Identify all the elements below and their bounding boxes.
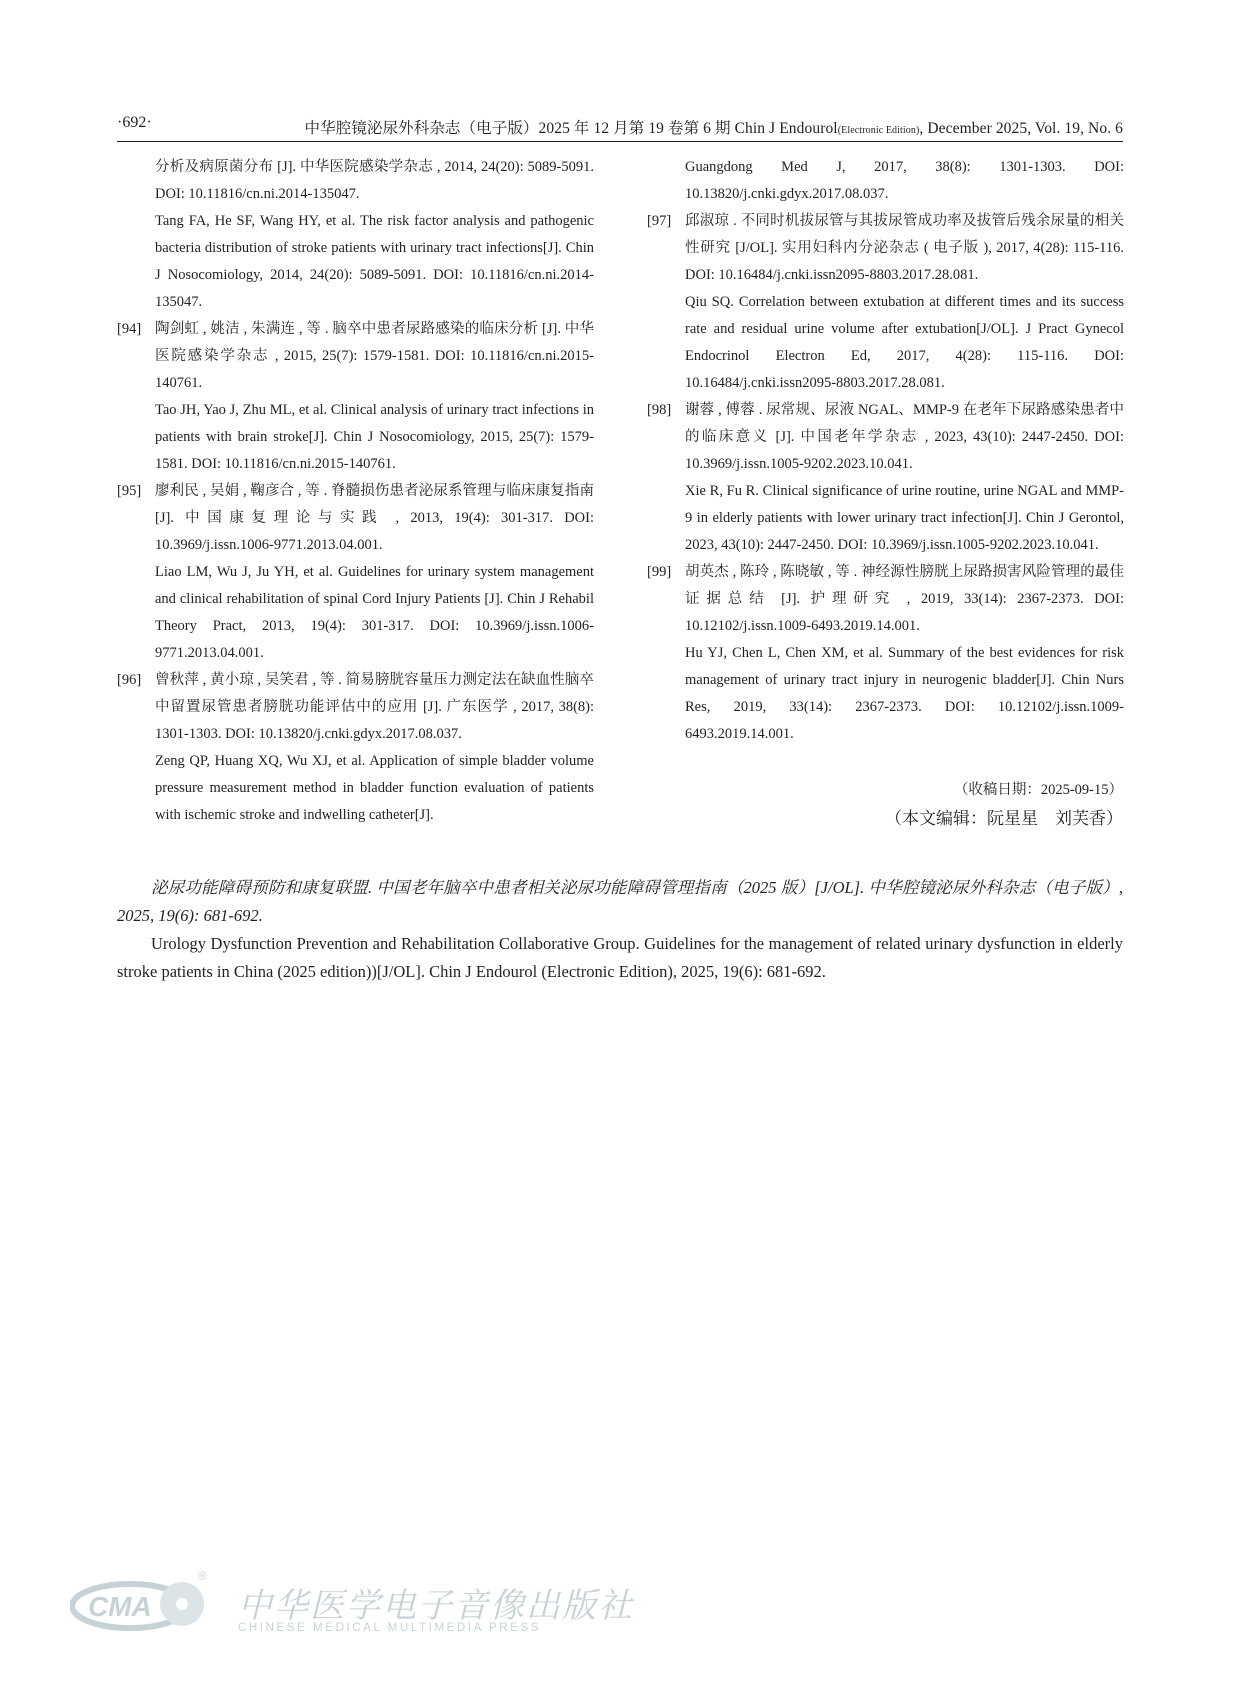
publisher-logo — [70, 1566, 210, 1638]
issue-en: , December 2025, Vol. 19, No. 6 — [919, 120, 1123, 137]
reference-text-cn: 胡英杰 , 陈玲 , 陈晓敏 , 等 . 神经源性膀胱上尿路损害风险管理的最佳证据总结 [J]. 护理研究 , 2019, 33(14): 2367-2373. DOI: 10.12102/j.issn.1009-6493.2019.14.001. — [685, 564, 1124, 634]
reference-text-en: Guangdong Med J, 2017, 38(8): 1301-1303. DOI: 10.13820/j.cnki.gdyx.2017.08.037. — [685, 159, 1124, 202]
reference-number: [96] — [117, 672, 142, 688]
received-date: （收稿日期：2025-09-15） — [953, 782, 1123, 798]
header-rule — [117, 141, 1123, 142]
journal-en-edition: (Electronic Edition) — [837, 125, 920, 136]
reference-text-cn: 曾秋萍 , 黄小琼 , 吴笑君 , 等 . 简易膀胱容量压力测定法在缺血性脑卒中留置尿管患者膀胱功能评估中的应用 [J]. 广东医学 , 2017, 38(8): 1301-1303. DOI: 10.13820/j.cnki.gdyx.2017.08.037. — [155, 672, 594, 742]
reference-text-en: Tao JH, Yao J, Zhu ML, et al. Clinical analysis of urinary tract infections in patients with brain stroke[J]. Chin J Nosocomiology, 2015, 25(7): 1579-1581. DOI: 10.11816/cn.ni.2015-140761. — [155, 402, 594, 472]
reference-number: [99] — [647, 564, 672, 580]
reference-entry — [647, 397, 1124, 559]
publisher-name-en: CHINESE MEDICAL MULTIMEDIA PRESS — [238, 1622, 542, 1634]
journal-cn: 中华腔镜泌尿外科杂志（电子版）2025 年 12 月第 19 卷第 6 期 — [304, 120, 731, 137]
citation-en: Urology Dysfunction Prevention and Rehabilitation Collaborative Group. Guidelines for the management of related urinary dysfunction in elderly stroke patients in China (2025 edition))[J/OL]. Chin J Endourol (Electronic Edition), 2025, 19(6): 681-692. — [117, 934, 1123, 981]
reference-number: [95] — [117, 483, 142, 499]
citation-cn: 泌尿功能障碍预防和康复联盟. 中国老年脑卒中患者相关泌尿功能障碍管理指南（2025 版）[J/OL]. 中华腔镜泌尿外科杂志（电子版）, 2025, 19(6): 681-692. — [117, 878, 1123, 925]
publisher-name-cn: 中华医学电子音像出版社 — [238, 1588, 634, 1625]
reference-number: [94] — [117, 321, 142, 337]
reference-number: [97] — [647, 213, 672, 229]
registered-mark: ® — [198, 1569, 207, 1583]
reference-text-en: Liao LM, Wu J, Ju YH, et al. Guidelines for urinary system management and clinical rehabilitation of spinal Cord Injury Patients [J]. Chin J Rehabil Theory Pract, 2013, 19(4): 301-317. DOI: 10.3969/j.issn.1006-9771.2013.04.001. — [155, 564, 594, 661]
reference-text-en: Tang FA, He SF, Wang HY, et al. The risk factor analysis and pathogenic bacteria distribution of stroke patients with urinary tract infections[J]. Chin J Nosocomiology, 2014, 24(20): 5089-5091. DOI: 10.11816/cn.ni.2014-135047. — [155, 213, 594, 310]
reference-text-en: Zeng QP, Huang XQ, Wu XJ, et al. Application of simple bladder volume pressure measurement method in bladder function evaluation of patients with ischemic stroke and indwelling catheter[J]. — [155, 753, 594, 823]
reference-text-cn: 分析及病原菌分布 [J]. 中华医院感染学杂志 , 2014, 24(20): 5089-5091. DOI: 10.11816/cn.ni.2014-135047. — [155, 159, 594, 202]
reference-entry — [117, 316, 594, 478]
page-number: ·692· — [117, 114, 152, 131]
reference-text-cn: 陶剑虹 , 姚洁 , 朱满连 , 等 . 脑卒中患者尿路感染的临床分析 [J]. 中华医院感染学杂志 , 2015, 25(7): 1579-1581. DOI: 10.11816/cn.ni.2015-140761. — [155, 321, 594, 391]
reference-text-en: Hu YJ, Chen L, Chen XM, et al. Summary of the best evidences for risk management of urinary tract injury in neurogenic bladder[J]. Chin Nurs Res, 2019, 33(14): 2367-2373. DOI: 10.12102/j.issn.1009-6493.2019.14.001. — [685, 645, 1124, 742]
reference-entry — [647, 559, 1124, 748]
reference-entry — [117, 478, 594, 667]
running-header — [267, 116, 1123, 138]
logo-text: CMA — [88, 1591, 152, 1622]
reference-text-cn: 邱淑琼 . 不同时机拔尿管与其拔尿管成功率及拔管后残余尿量的相关性研究 [J/OL]. 实用妇科内分泌杂志 ( 电子版 ), 2017, 4(28): 115-116. DOI: 10.16484/j.cnki.issn2095-8803.2017.28.081. — [685, 213, 1124, 283]
reference-entry — [647, 208, 1124, 397]
reference-number: [98] — [647, 402, 672, 418]
references-right-column — [647, 154, 1124, 748]
journal-en: Chin J Endourol — [734, 120, 838, 137]
editors: （本文编辑：阮星星 刘芙香） — [885, 809, 1123, 828]
reference-text-cn: 廖利民 , 吴娟 , 鞠彦合 , 等 . 脊髓损伤患者泌尿系管理与临床康复指南 [J]. 中国康复理论与实践 , 2013, 19(4): 301-317. DOI: 10.3969/j.issn.1006-9771.2013.04.001. — [155, 483, 594, 553]
reference-text-en: Xie R, Fu R. Clinical significance of urine routine, urine NGAL and MMP-9 in elderly patients with lower urinary tract infection[J]. Chin J Gerontol, 2023, 43(10): 2447-2450. DOI: 10.3969/j.issn.1005-9202.2023.10.041. — [685, 483, 1124, 553]
reference-entry — [647, 154, 1124, 208]
reference-entry — [117, 667, 594, 829]
reference-text-cn: 谢蓉 , 傅蓉 . 尿常规、尿液 NGAL、MMP-9 在老年下尿路感染患者中的临床意义 [J]. 中国老年学杂志 , 2023, 43(10): 2447-2450. DOI: 10.3969/j.issn.1005-9202.2023.10.041. — [685, 402, 1124, 472]
reference-text-en: Qiu SQ. Correlation between extubation at different times and its success rate and residual urine volume after extubation[J/OL]. J Pract Gynecol Endocrinol Electron Ed, 2017, 4(28): 115-116. DOI: 10.16484/j.cnki.issn2095-8803.2017.28.081. — [685, 294, 1124, 391]
references-left-column — [117, 154, 594, 829]
reference-entry — [117, 154, 594, 316]
